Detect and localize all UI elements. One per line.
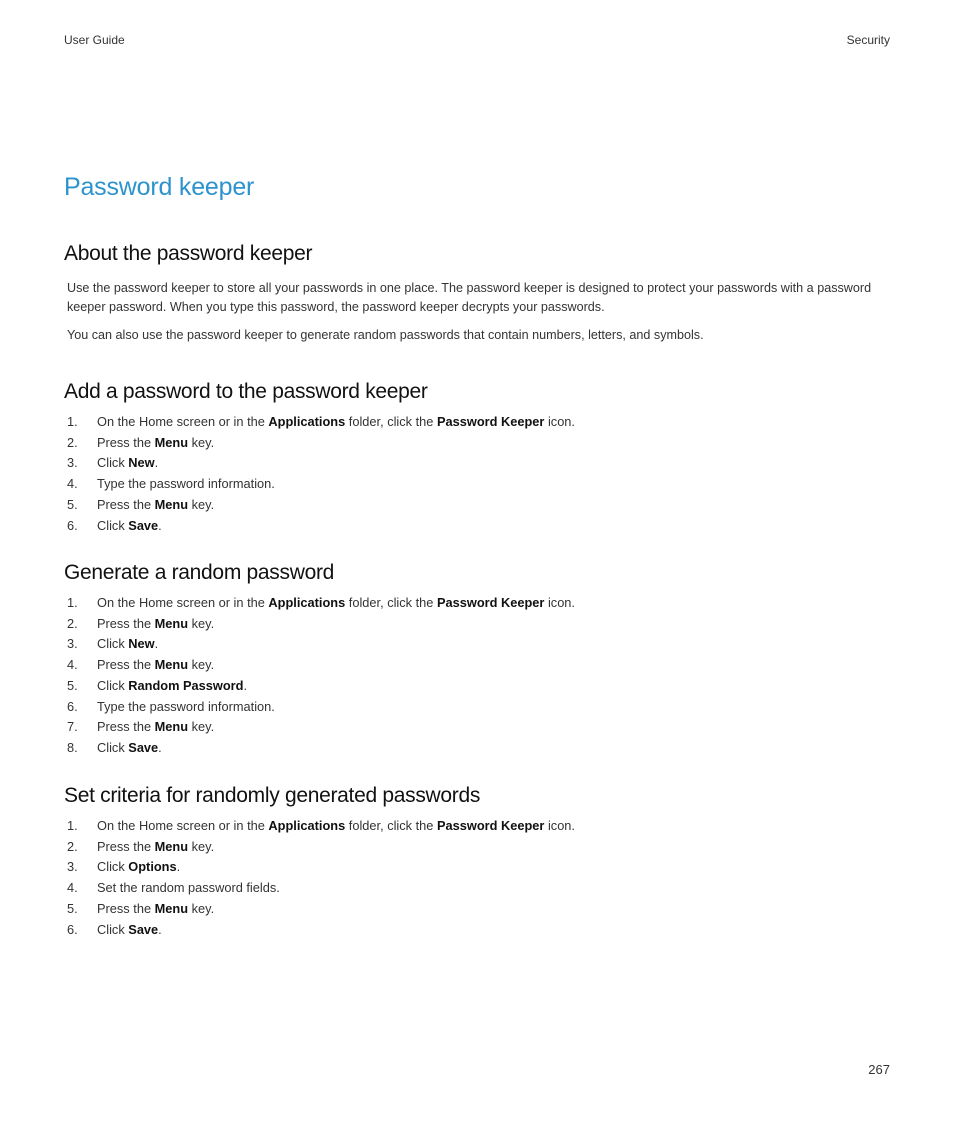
list-item <box>64 495 894 516</box>
step-text <box>97 857 180 878</box>
step-text-segment: Press the <box>97 657 155 673</box>
step-text-segment: icon. <box>544 414 575 429</box>
step-text-segment: key. <box>188 615 215 631</box>
list-item <box>64 899 894 920</box>
about-heading: About the password keeper <box>64 242 313 265</box>
step-text-segment: key. <box>188 838 215 854</box>
list-item <box>64 676 894 697</box>
page-number: 267 <box>868 1062 890 1077</box>
step-text-segment: Press the <box>97 434 155 450</box>
ui-term: Random Password <box>128 677 244 693</box>
step-text <box>97 717 214 738</box>
step-text <box>97 474 275 495</box>
step-text-segment: . <box>176 859 181 875</box>
step-number: 5. <box>67 496 78 512</box>
list-item <box>64 614 894 635</box>
list-item <box>64 697 894 718</box>
step-text-segment: . <box>154 636 159 652</box>
step-text-segment: Click <box>97 677 129 693</box>
step-text <box>97 697 275 718</box>
list-item <box>64 816 894 837</box>
step-text-segment: On the Home screen or in the <box>97 595 269 610</box>
step-text-segment: Click <box>97 739 129 755</box>
step-text-segment: folder, click the <box>345 414 437 429</box>
step-number: 3. <box>67 636 78 652</box>
step-text <box>97 837 214 858</box>
generate-password-section <box>64 561 894 759</box>
step-number: 2. <box>67 838 78 854</box>
ui-term: Menu <box>154 900 189 916</box>
add-password-steps <box>64 412 894 536</box>
step-text-segment: On the Home screen or in the <box>97 818 269 833</box>
step-number: 8. <box>67 739 78 755</box>
criteria-heading: Set criteria for randomly generated passwords <box>64 784 481 807</box>
step-number: 7. <box>67 719 78 735</box>
step-text-segment: Press the <box>97 496 155 512</box>
list-item <box>64 634 894 655</box>
step-text <box>97 676 247 697</box>
step-text <box>97 495 214 516</box>
step-text-segment: Click <box>97 636 129 652</box>
step-text <box>97 920 162 941</box>
step-text <box>97 412 575 433</box>
ui-term: Applications <box>268 595 346 610</box>
step-text <box>97 816 575 837</box>
step-text-segment: . <box>158 739 162 755</box>
list-item <box>64 717 894 738</box>
step-text-segment: Click <box>97 455 129 471</box>
list-item <box>64 837 894 858</box>
list-item <box>64 655 894 676</box>
step-number: 4. <box>67 476 78 492</box>
step-text-segment: Type the password information. <box>97 698 275 714</box>
list-item <box>64 516 894 537</box>
step-text-segment: icon. <box>544 595 575 610</box>
ui-term: Options <box>128 859 177 875</box>
criteria-steps <box>64 816 894 940</box>
step-text <box>97 593 575 614</box>
step-text-segment: . <box>158 921 162 937</box>
ui-term: Menu <box>154 838 189 854</box>
list-item <box>64 433 894 454</box>
step-text <box>97 899 214 920</box>
step-number: 4. <box>67 657 78 673</box>
step-text-segment: key. <box>188 434 215 450</box>
ui-term: Menu <box>154 496 189 512</box>
generate-password-heading: Generate a random password <box>64 561 335 584</box>
ui-term: Save <box>128 517 159 533</box>
ui-term: Menu <box>154 615 189 631</box>
step-text <box>97 738 162 759</box>
step-text-segment: Click <box>97 517 129 533</box>
ui-term: Password Keeper <box>436 414 545 429</box>
list-item <box>64 738 894 759</box>
list-item <box>64 878 894 899</box>
step-text-segment: Type the password information. <box>97 476 275 492</box>
step-number: 6. <box>67 698 78 714</box>
list-item <box>64 920 894 941</box>
ui-term: Menu <box>154 719 189 735</box>
step-text-segment: On the Home screen or in the <box>97 414 269 429</box>
step-text <box>97 453 158 474</box>
step-text-segment: Press the <box>97 615 155 631</box>
step-text-segment: key. <box>188 900 215 916</box>
step-text-segment: folder, click the <box>345 595 437 610</box>
list-item <box>64 474 894 495</box>
step-text <box>97 634 158 655</box>
step-text-segment: . <box>243 677 248 693</box>
add-password-heading: Add a password to the password keeper <box>64 380 428 403</box>
ui-term: New <box>128 636 155 652</box>
step-number: 2. <box>67 615 78 631</box>
step-number: 1. <box>67 595 78 610</box>
step-text-segment: key. <box>188 496 215 512</box>
ui-term: Applications <box>268 818 346 833</box>
step-text-segment: . <box>158 517 162 533</box>
step-number: 1. <box>67 414 78 429</box>
step-text-segment: Click <box>97 859 129 875</box>
step-text <box>97 516 162 537</box>
ui-term: Menu <box>154 657 189 673</box>
step-text-segment: Press the <box>97 719 155 735</box>
step-number: 6. <box>67 517 78 533</box>
list-item <box>64 593 894 614</box>
ui-term: Save <box>128 921 159 937</box>
step-text <box>97 614 214 635</box>
step-number: 3. <box>67 455 78 471</box>
ui-term: Save <box>128 739 159 755</box>
ui-term: Password Keeper <box>436 818 545 833</box>
generate-password-steps <box>64 593 894 759</box>
step-text-segment: key. <box>188 719 215 735</box>
list-item <box>64 412 894 433</box>
criteria-section <box>64 784 894 940</box>
about-section <box>64 242 894 345</box>
running-header-left: User Guide <box>64 33 125 47</box>
ui-term: New <box>128 455 155 471</box>
list-item <box>64 453 894 474</box>
step-text-segment: Press the <box>97 838 155 854</box>
running-header-right: Security <box>846 33 890 47</box>
step-text-segment: Press the <box>97 900 155 916</box>
step-number: 2. <box>67 434 78 450</box>
step-text <box>97 433 214 454</box>
step-text-segment: icon. <box>544 818 575 833</box>
step-number: 3. <box>67 859 78 875</box>
step-number: 1. <box>67 818 78 833</box>
step-number: 4. <box>67 880 78 896</box>
add-password-section <box>64 380 894 536</box>
page-title: Password keeper <box>64 173 255 201</box>
ui-term: Applications <box>268 414 346 429</box>
step-text-segment: . <box>154 455 159 471</box>
step-text-segment: folder, click the <box>345 818 437 833</box>
about-paragraph-1: Use the password keeper to store all your passwords in one place. The password keeper is designed to protect your passwords with a password keeper password. When you type this password, the password keeper decrypts your passwords. <box>67 281 872 314</box>
step-text <box>97 655 214 676</box>
step-text-segment: Click <box>97 921 129 937</box>
step-number: 5. <box>67 900 78 916</box>
step-number: 6. <box>67 921 78 937</box>
step-text-segment: key. <box>188 657 215 673</box>
ui-term: Password Keeper <box>436 595 545 610</box>
about-paragraph-2: You can also use the password keeper to generate random passwords that contain numbers, letters, and symbols. <box>67 328 704 342</box>
ui-term: Menu <box>154 434 189 450</box>
step-text <box>97 878 280 899</box>
step-text-segment: Set the random password fields. <box>97 880 280 896</box>
step-number: 5. <box>67 677 78 693</box>
list-item <box>64 857 894 878</box>
